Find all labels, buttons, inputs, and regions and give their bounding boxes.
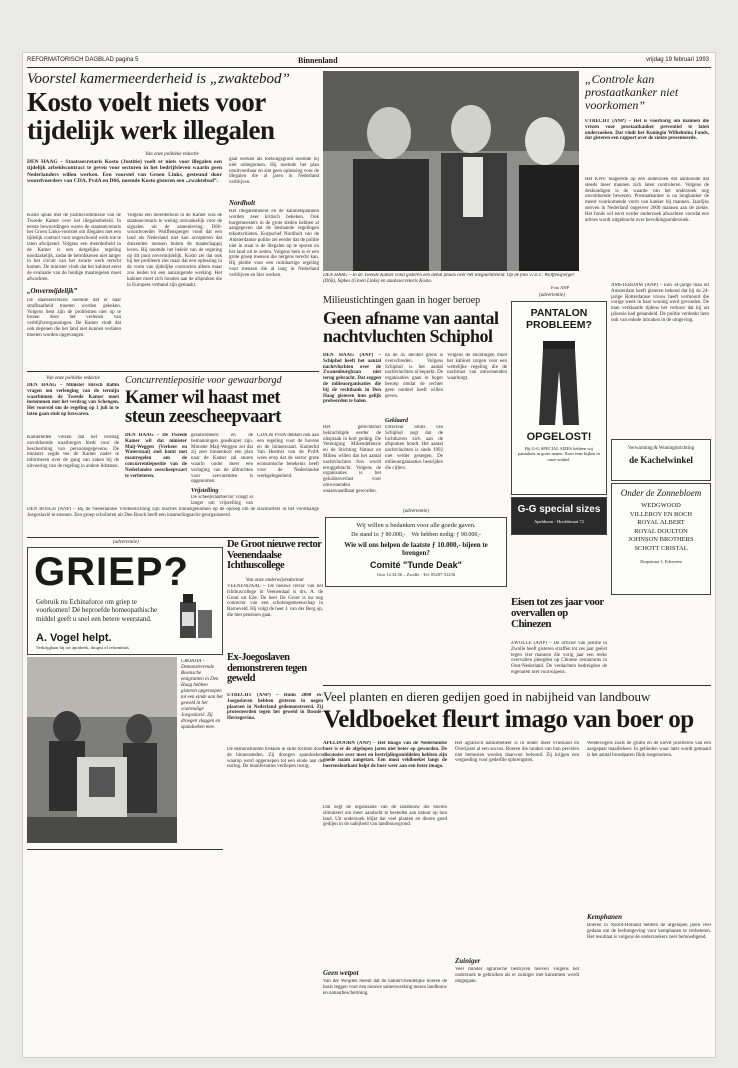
schiphol-headline: Geen afname van aantal nachtvluchten Schiphol (323, 308, 499, 347)
bottom-left-rule (27, 849, 223, 850)
kachel-line2: de Kachelwinkel (629, 455, 693, 465)
veldboeket-headline: Veldboeket fleurt imago van boer op (323, 706, 694, 733)
medicine-bottle-icon (174, 588, 214, 640)
gg-title: G-G special sizes (517, 504, 601, 515)
eisen-headline: Eisen tot zes jaar voor overvallen op Chinezen (511, 596, 604, 631)
concurrent-subhead: Vrijstelling (191, 488, 219, 494)
concurrent-intro: DEN HAAG – De Tweede Kamer wil dat minister Maij-Weggen (Verkeer en Waterstaat) snel komt met maatregelen om de concurrentiepositie van de Nederlandse zeescheepvaart te verbeteren. (125, 433, 187, 479)
eisen-body: ZWOLLE (ANP) – De officier van justitie in Zwolle heeft gisteren straffen tot zes jaar geëist tegen vier mannen die vorig jaar een reeks overvallen pleegden op Chinese restaurants in Oost-Nederland. De verdachten bedreigden de eigenaren met vuurwapens. (511, 641, 607, 675)
kachel-line1: Verwarming & Woninginrichting (627, 446, 695, 451)
page-header-left: REFORMATORISCH DAGBLAD pagina 5 (27, 57, 139, 63)
porcelain-brand: JOHNSON BROTHERS (628, 536, 694, 543)
griep-title: GRIEP? (34, 550, 189, 594)
controle-kicker: „Controle kan prostaatkanker niet voorkomen” (585, 72, 679, 112)
schiphol-body: Het gerechtshof bekrachtigde eerder de uitspraak in kort geding. De Vereniging Milieudefensie en de Stichting Natuur en Milieu willen dat het aantal nachtvluchten fors wordt teruggebracht. Volgens de organisaties is het geluidsoverlast voor omwonenden onaanvaardbaar geworden. (323, 425, 381, 494)
page-header-date: vrijdag 19 februari 1993 (645, 57, 709, 63)
veldboeket-col3b: Boeren in Noord-Holland hebben de afgelopen jaren veel gedaan om de leefomgeving voor kemphanen te verbeteren. Het resultaat is volgens de onderzoekers zeer bemoedigend. (587, 923, 711, 940)
lead-body2: De staatssecretaris noemde dat er naar strafbaarheid moeten worden gekeken. Volgens hem zijn de problemen niet op te lossen door het verlenen van verblijfsvergunningen. De Kamer vindt dat ook degenen die het land niet kunnen verlaten moeten worden opgevangen. (27, 298, 121, 338)
croatia-caption: CROATIA – Demonstrerende Bosnische emigranten in Den Haag hebben gisteren opgeroepen tot een einde aan het geweld in het voormalige Joegoslavië. Zij droegen vlaggen en spandoeken mee. (181, 659, 223, 730)
porcelain-brand: SCHOTT CRISTAL (634, 544, 688, 552)
lead-byline: Van onze politieke redactie (145, 152, 199, 157)
side-bottom: DEN BOSCH (ANP) – Bij de Nederlandse Vredesstichting zijn reacties binnengekomen op de oproep om de slachtoffers in het voormalige Joegoslavië te steunen. Een groep scholieren uit Den Bosch heeft een inzamelingsactie georganiseerd. (27, 507, 319, 518)
pantalon-text: Bij G-G SPECIAL SIZES hebben wij pantalons in grote maten. Kom eens kijken in onze winkel. (518, 446, 600, 462)
veldboeket-body: Dat zegt de organisatie van de landbouw die boeren stimuleert om meer aandacht te besteden aan natuur op hun land. Uit onderzoek blijkt dat veel planten en dieren goed gedijen in de nabijheid van landbouwgrond. (323, 805, 447, 828)
lead-intro: DEN HAAG – Staatssecretaris Kosto (Justitie) voelt er niets voor illegalen een tijdelijk arbeidscontract te geven voor sectoren in het bedrijfsleven waarin geen Nederlanders willen werken. Een voorstel van Groen Links, gesteund door woordvoerders van CDA, PvdA en D66, noemde Kosto gisteren een „zwaktebod”. (27, 159, 222, 185)
hulp-address: Giro 12.34.56 – Zwolle · Tel. 05207-31236 (377, 572, 455, 577)
kachel-ad (611, 439, 711, 481)
joego-intro: UTRECHT (ANP) – Ruim 2000 ex-Joegoslaven hebben gisteren in negen plaatsen in Nederland gedemonstreerd. Zij protesteerden tegen het geweld in Bosnië-Herzegovina. (227, 693, 323, 722)
porcelain-ad (611, 483, 711, 595)
trousers-icon (529, 337, 589, 427)
porcelain-brand: VILLEROY EN BOCH (629, 510, 693, 518)
side-byline: Van onze politieke redactie (46, 376, 100, 381)
gg-sub: Apeldoorn · Hoofdstraat 72 (534, 519, 584, 524)
hulp-adv-label: (advertentie) (403, 509, 429, 514)
croatia-photo (27, 657, 177, 843)
kamer-photo-caption: DEN HAAG – In de Tweede Kamer vond gisteren een debat plaats over het illegalenbeleid. Op de foto v.l.n.r.: Wolffensperger (D66), Sipkes (Groen Links) en staatssecretaris Kosto. (323, 273, 575, 284)
porcelain-brand: ROYAL DOULTON (634, 527, 688, 535)
newspaper-page (22, 52, 716, 1058)
porcelain-script: Onder de Zonnebloem (620, 488, 702, 498)
lead-divider (27, 371, 319, 372)
porcelain-brands (612, 502, 710, 553)
groot-headline: De Groot nieuwe rector Veenendaalse Ichthuscollege (227, 539, 322, 572)
kamer-photo-credit: Foto ANP (551, 285, 570, 290)
groot-body: VEENENDAAL – De nieuwe rector van het Ichthuscollege in Veenendaal is drs. A. de Groot uit Ede. De heer De Groot is nu nog conrector van een scholengemeenschap in Barneveld. Hij volgt de heer J. van der Berg op, die met pensioen gaat. (227, 584, 323, 618)
header-rule (27, 67, 711, 68)
griep-brand: A. Vogel helpt. (36, 632, 112, 644)
lead-headline: Kosto voelt niets voor tijdelijk werk illegalen (27, 87, 275, 145)
hulp-committee: Comité "Tunde Deak" (370, 560, 462, 570)
concurrent-col2: gesubsidieerd en de bemanningen goedkoper zijn. Minister Maij-Weggen zei dat zij zeer binnenkort een plan naar de Kamer zal sturen waarin onder meer een verlaging van de afdrachten voor zeevarenden is opgenomen. (191, 433, 253, 483)
concurrent-kicker: Concurrentiepositie voor gewaarborgd (125, 375, 282, 386)
veldboeket-col2b: Veel minder agrarische bedrijven hoeven volgens het onderzoek te gebruiken als er zuiniger met kunstmest wordt omgegaan. (455, 967, 579, 984)
lead-subhead: „Onvermijdelijk” (27, 287, 78, 295)
lead-body: Kosto sprak met de justitiecommissie van de Tweede Kamer over het illegalenbeleid. In eerste bewoordingen waren de staatssecretaris het Groen Links-voorstel om illegalen met een tijdelijk contract voor ongeschoold werk toe te laten afwijzend. Volgens een meerderheid in de Kamer is een dergelijke regeling noodzakelijk, zodat de betrokkenen niet langer in het circuit van het zwarte werk terecht komen. De minister vindt dat het kabinet eerst de evaluatie van de huidige maatregelen moet afwachten. (27, 213, 121, 282)
hulp-needed-value: ƒ 90.000,- (456, 532, 481, 538)
lead-col3: gaat werken als toetsingsgroot noemde hij niet onbegonnen. Hij noemde het plan onuitvoerbaar en ziet geen oplossing voor de illegalen die al jaren in Nederland verblijven. (229, 157, 319, 186)
section-title: Binnenland (298, 56, 338, 65)
griep-adv-label: (advertentie) (113, 540, 139, 545)
hulp-stand-label: De stand is: (351, 532, 380, 538)
joego-headline: Ex-Joegoslaven demonstreren tegen geweld (227, 652, 307, 685)
schiphol-subhead: Geklaard (385, 418, 408, 424)
veldboeket-subhead3: Kemphanen (587, 913, 623, 921)
schiphol-col3b: Volgens de stichtingen moet het kabinet zorgen voor een wettelijke regeling die de nachtrust van omwonenden waarborgt. (447, 353, 507, 382)
concurrent-headline: Kamer wil haast met steun zeescheepvaart (125, 388, 281, 427)
veldboeket-body2: Van der Weijden meent dat de natuurvriendelijke boeren de basis leggen voor een nieuwe samenwerking tussen landbouw en natuurbescherming. (323, 979, 447, 996)
schiphol-col2: na de 45 decibel grens is overschreden. Volgens Schiphol is het aantal nachtvluchten al beperkt. De organisaties gaan in hoger beroep omdat de rechter geen oordeel heeft willen geven. (385, 353, 443, 399)
side-body: Kamerleden vrezen dat het verdrag onvoldoende waarborgen biedt voor de bescherming van persoonsgegevens. De minister zegde toe de Kamer nader te informeren over de gang van zaken bij de uitvoering van de regeling in andere lidstaten. (27, 435, 119, 469)
veldboeket-subhead2: Zuiniger (455, 957, 481, 965)
veldboeket-intro: APELDOORN (ANP) – Het imago van de Nederlandse boer is er de afgelopen jaren niet beter op geworden. De discussies over mest en bestrijdingsmiddelen hebben zijn goede naam aangetast. Een mooi veldboeket langs de boerenslootkant helpt de boer weer aan een beter imago. (323, 741, 447, 770)
veldboeket-col3: Weidevogels zoals de grutto en de kievit profiteren van een aangepast maaibeheer. In gebieden waar later wordt gemaaid is het aantal broedparen flink toegenomen. (587, 741, 711, 758)
lead-col3b: Het illegalenbeleid en de kabinetsplannen worden zeer kritisch bekeken. Ook burgemeesters in de grote steden hebben al aangegeven dat de bestaande regelingen tekortschieten. Korpschef Nordholt van de Amsterdamse politie zei eerder dat de politie niet in staat is de illegalen op te sporen en het land uit te zetten. Volgens hem is er een grote groep mensen die nergens terecht kan. Hij pleitte voor een ruimhartige regeling voor mensen die al lang in Nederland verblijven en hier werken. (229, 209, 319, 278)
hulp-box (325, 517, 507, 587)
hulp-line1: Wij willen u bedanken voor alle goede gaven. (356, 522, 476, 529)
mid-divider (27, 537, 319, 538)
porcelain-brand: ROYAL ALBERT (637, 519, 685, 526)
concurrent-col3: CDA en PvdA denken ook aan een regeling voor de havens en de binnenvaart. Kamerlid Van Heemst van de PvdA wees erop dat de sector grote economische betekenis heeft voor de Nederlandse werkgelegenheid. (257, 433, 319, 479)
griep-ad (27, 547, 223, 655)
side-intro: DEN HAAG – Minister Hirsch Ballin vragen om verlenging van de termijn waarbinnen de Tweede Kamer moet instemmen met het verdrag van Schengen. Het voorstel om de regeling op 1 juli in te laten gaan stuit op bezwaren. (27, 383, 119, 417)
pantalon-opgelost: OPGELOST! (526, 431, 592, 443)
hulp-stand-value: ƒ 80.000,- (380, 532, 406, 538)
pantalon-ad (511, 301, 607, 495)
pantalon-adv-label: (advertentie) (539, 293, 565, 298)
schiphol-col3: Directeur Smits van Schiphol zegt dat de luchthaven zich aan de afspraken houdt. Het aantal nachtvluchten is sinds 1992 niet verder gestegen. De milieuorganisaties bestrijden die cijfers. (385, 425, 443, 471)
porcelain-footer: Dorpstraat 1, Ederveen (640, 559, 682, 564)
veldboeket-top-rule (323, 685, 711, 686)
lead-kicker: Voorstel kamermeerderheid is „zwaktebod” (27, 71, 290, 87)
hulp-appeal: Wie wil ons helpen de laatste ƒ 10.000,- bijeen te brengen? (344, 541, 488, 557)
veldboeket-subhead: Geen wetpot (323, 969, 359, 977)
controle-intro: UTRECHT (ANP) – Het is voorbarig om mannen die vrezen voor prostaatkanker preventief te laten onderzoeken. Dat vindt het Koningin Wilhelmina Fonds, dat gisteren een rapport over de ziekte presenteerde. (585, 119, 709, 142)
gg-ad (511, 497, 607, 535)
veldboeket-kicker: Veel planten en dieren gedijen goed in nabijheid van landbouw (323, 689, 651, 704)
griep-footer: Verkrijgbaar bij uw apotheek, drogist of reformhuis (36, 645, 129, 650)
amsterdam-body: AMSTERDAM (ANP) – Een 34-jarige man uit Amsterdam heeft gisteren bekend dat hij de 24-jarige Rotterdamse vrouw heeft vermoord die vorige week in haar woning werd gevonden. De man verklaarde tijdens het verhoor dat hij uit jaloezie had gehandeld. De politie verdenkt hem ook van enkele inbraken in de omgeving. (611, 283, 709, 323)
hulp-needed-label: We hebben nodig: (411, 532, 455, 538)
groot-byline: Van onze onderwijsredacteur (245, 578, 305, 583)
griep-text: Gebruik nu Echinaforce om griep te voorkomen! Dé beproefde homeopathische middel geeft u snel een betere weerstand. (36, 598, 158, 623)
schiphol-kicker: Milieustichtingen gaan in hoger beroep (323, 295, 481, 306)
lead-col2: Volgens een meerderheid in de Kamer was de staatssecretaris te weinig ontvankelijk voor de signalen uit de samenleving. D66-woordvoerder Wolffensperger vond dat een land als Nederland niet kan accepteren dat duizenden mensen buiten de maatschappij leven. Hij noemde het beleid van de regering op dit punt onvermijdelijk. Kosto zei dat ook hij het probleem ziet maar dat een oplossing in de vorm van tijdelijke contracten alleen maar zou leiden tot een aanzuigende werking. Het kabinet moet zich houden aan de afspraken die in Europees verband zijn gemaakt. (127, 213, 222, 288)
porcelain-brand: WEDGWOOD (641, 502, 681, 509)
schiphol-intro: DEN HAAG (ANP) – Schiphol heeft het aantal nachtvluchten over de Zwanenburgbaan niet terug gebracht. Dat zeggen de milieuorganisaties die bij de rechtbank in Den Haag gisteren hun gelijk probeerden te halen. (323, 353, 381, 405)
pantalon-title: PANTALON PROBLEEM? (526, 307, 592, 331)
controle-body: Het KWF reageerde op een onderzoek dat aantoonde dat steeds meer mannen zich laten controleren. Volgens de deskundigen is de waarde van het onderzoek nog onvoldoende bewezen. Prostaatkanker is na longkanker de meest voorkomende vorm van kanker bij mannen. Jaarlijks sterven in Nederland ongeveer 2000 mannen aan de ziekte. Het fonds wil eerst verder onderzoek afwachten voordat een advies wordt uitgebracht over bevolkingsonderzoek. (585, 177, 709, 223)
veldboeket-col2: Het agrarisch natuurbeheer is in onder meer Friesland en Overijssel al een succes. Boeren die randen van hun percelen niet bemesten worden daarvoor beloond. Zij krijgen een vergoeding voor gederfde opbrengsten. (455, 741, 579, 764)
lead-subhead2: Nordholt (229, 199, 256, 207)
concurrent-col2b: De scheepvaartsector vraagt al langer om vrijstelling van (191, 495, 253, 505)
joego-body: De demonstranten trokken in stille tochten door de binnensteden. Zij droegen spandoeken waarop werd opgeroepen tot een einde aan de oorlog. De manifestaties verliepen rustig. (227, 747, 323, 770)
kamer-photo (323, 71, 579, 271)
